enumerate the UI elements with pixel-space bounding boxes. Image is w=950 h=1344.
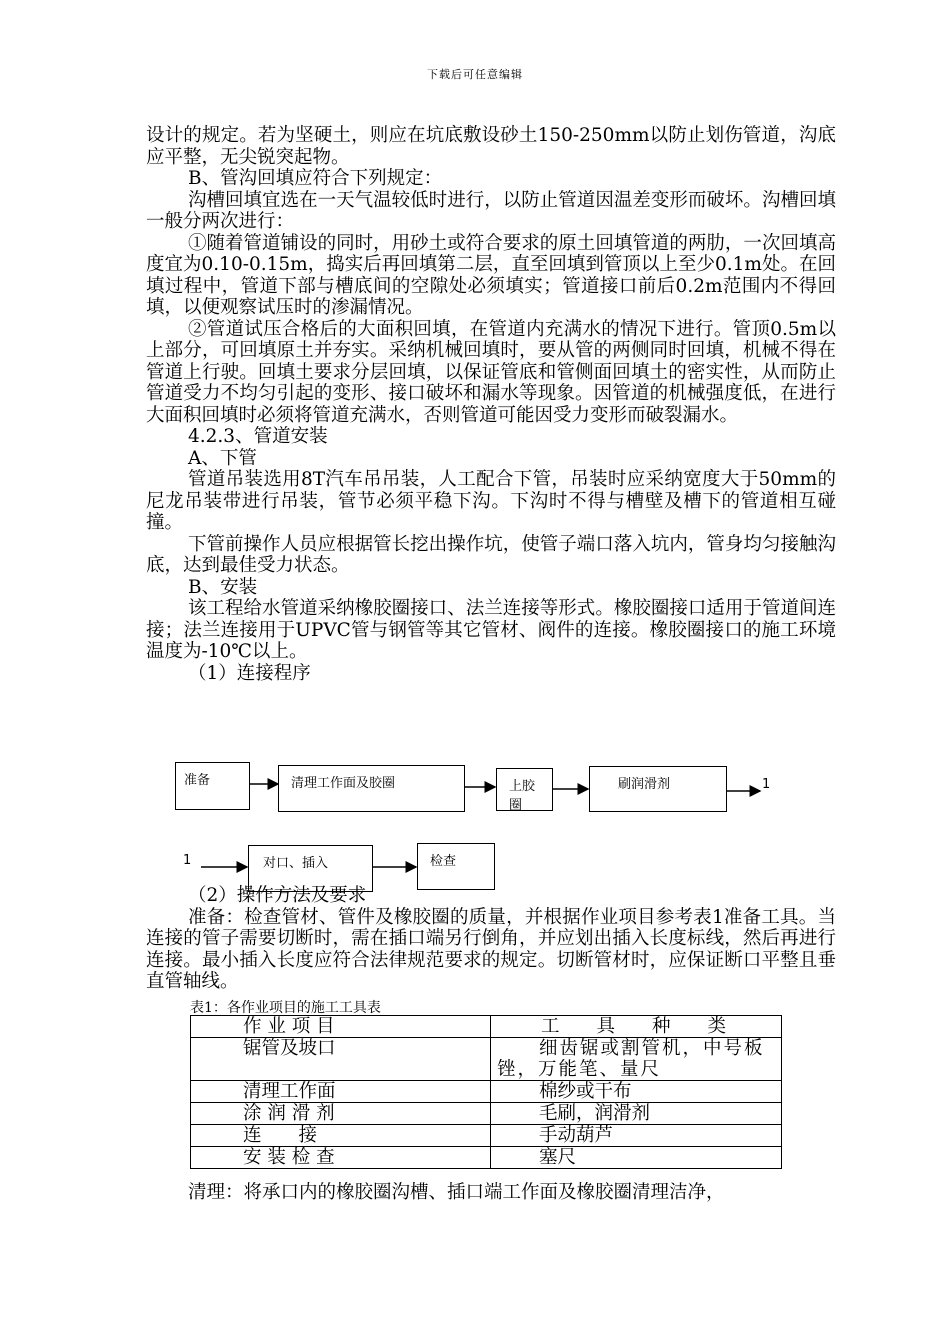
- tools-table: [190, 1015, 782, 1169]
- table-cell: 细齿锯或割管机，中号板锉，万能笔、量尺: [491, 1038, 782, 1081]
- table-cell: 手动葫芦: [491, 1125, 782, 1147]
- page-header: 下载后可任意编辑: [427, 68, 523, 81]
- paragraph: 沟槽回填宜选在一天气温较低时进行，以防止管道因温差变形而破坏。沟槽回填一般分两次进行：: [146, 189, 836, 232]
- paragraph: 4.2.3、管道安装: [188, 426, 328, 447]
- paragraph: 准备：检查管材、管件及橡胶圈的质量，并根据作业项目参考表1准备工具。当连接的管子需要切断时，需在插口端另行倒角，并应划出插入长度标线，然后再进行连接。最小插入长度应符合法律规范要求的规定。切断管材时，应保证断口平整且垂直管轴线。: [146, 906, 836, 992]
- paragraph: A、下管: [188, 447, 257, 469]
- table-cell: 锯管及坡口: [191, 1038, 491, 1081]
- closing-paragraph: 清理：将承口内的橡胶圈沟槽、插口端工作面及橡胶圈清理洁净，: [188, 1182, 725, 1203]
- table-cell: 安 装 检 查: [191, 1147, 491, 1169]
- flow-box-prepare: 准备: [175, 762, 250, 810]
- table-header-cell: 工 具 种 类: [491, 1016, 782, 1038]
- paragraph: 下管前操作人员应根据管长挖出操作坑，使管子端口落入坑内，管身均匀接触沟底，达到最佳受力状态。: [146, 533, 836, 576]
- table-caption: 表1：各作业项目的施工工具表: [190, 1000, 381, 1016]
- paragraph: 该工程给水管道采纳橡胶圈接口、法兰连接等形式。橡胶圈接口适用于管道间连接；法兰连接用于UPVC管与钢管等其它管材、阀件的连接。橡胶圈接口的施工环境温度为-10℃以上。: [146, 598, 836, 662]
- table-cell: 塞尺: [491, 1147, 782, 1169]
- table-cell: 毛刷，润滑剂: [491, 1103, 782, 1125]
- paragraph: ①随着管道铺设的同时，用砂土或符合要求的原土回填管道的两肋，一次回填高度宜为0.10-0.15m，捣实后再回填第二层，直至回填到管顶以上至少0.1m处。在回填过程中，管道下部与槽底间的空隙处必须填实；管道接口前后0.2m范围内不得回填，以便观察试压时的渗漏情况。: [146, 232, 836, 318]
- table-header-row: [191, 1016, 782, 1038]
- paragraph: B、管沟回填应符合下列规定：: [188, 168, 443, 189]
- table-cell: 棉纱或干布: [491, 1081, 782, 1103]
- table-header-cell: 作 业 项 目: [191, 1016, 491, 1038]
- table-row: [191, 1081, 782, 1103]
- flow-box-inspect: 检查: [417, 843, 495, 890]
- paragraph: 管道吊装选用8T汽车吊吊装，人工配合下管，吊装时应采纳宽度大于50mm的尼龙吊装带进行吊装，管节必须平稳下沟。下沟时不得与槽壁及槽下的管道相互碰撞。: [146, 469, 836, 533]
- body-text-section2: [146, 885, 836, 993]
- paragraph: （2）操作方法及要求: [188, 885, 367, 906]
- paragraph: 设计的规定。若为坚硬土，则应在坑底敷设砂土150-250mm以防止划伤管道，沟底应平整，无尖锐突起物。: [146, 125, 836, 168]
- table-cell: 连 接: [191, 1125, 491, 1147]
- table-row: [191, 1103, 782, 1125]
- table-cell: 清理工作面: [191, 1081, 491, 1103]
- flow-box-lubricate: 刷润滑剂: [589, 766, 727, 812]
- table-row: [191, 1038, 782, 1081]
- table-row: [191, 1147, 782, 1169]
- table-cell: 涂 润 滑 剂: [191, 1103, 491, 1125]
- flow-box-gasket: 上胶圈: [496, 768, 553, 811]
- flow-box-insert: 对口、插入: [248, 845, 373, 892]
- paragraph: B、安装: [188, 576, 258, 598]
- flow-connector-in: 1: [183, 853, 192, 868]
- flow-box-clean: 清理工作面及胶圈: [278, 765, 465, 812]
- table-row: [191, 1125, 782, 1147]
- flow-connector-out: 1: [762, 777, 771, 792]
- paragraph: ②管道试压合格后的大面积回填，在管道内充满水的情况下进行。管顶0.5m以上部分，可回填原土并夯实。采纳机械回填时，要从管的两侧同时回填，机械不得在管道上行驶。回填土要求分层回填，以保证管底和管侧面回填土的密实性，从而防止管道受力不均匀引起的变形、接口破坏和漏水等现象。因管道的机械强度低，在进行大面积回填时必须将管道充满水，否则管道可能因受力变形而破裂漏水。: [146, 318, 836, 426]
- paragraph: （1）连接程序: [188, 662, 311, 684]
